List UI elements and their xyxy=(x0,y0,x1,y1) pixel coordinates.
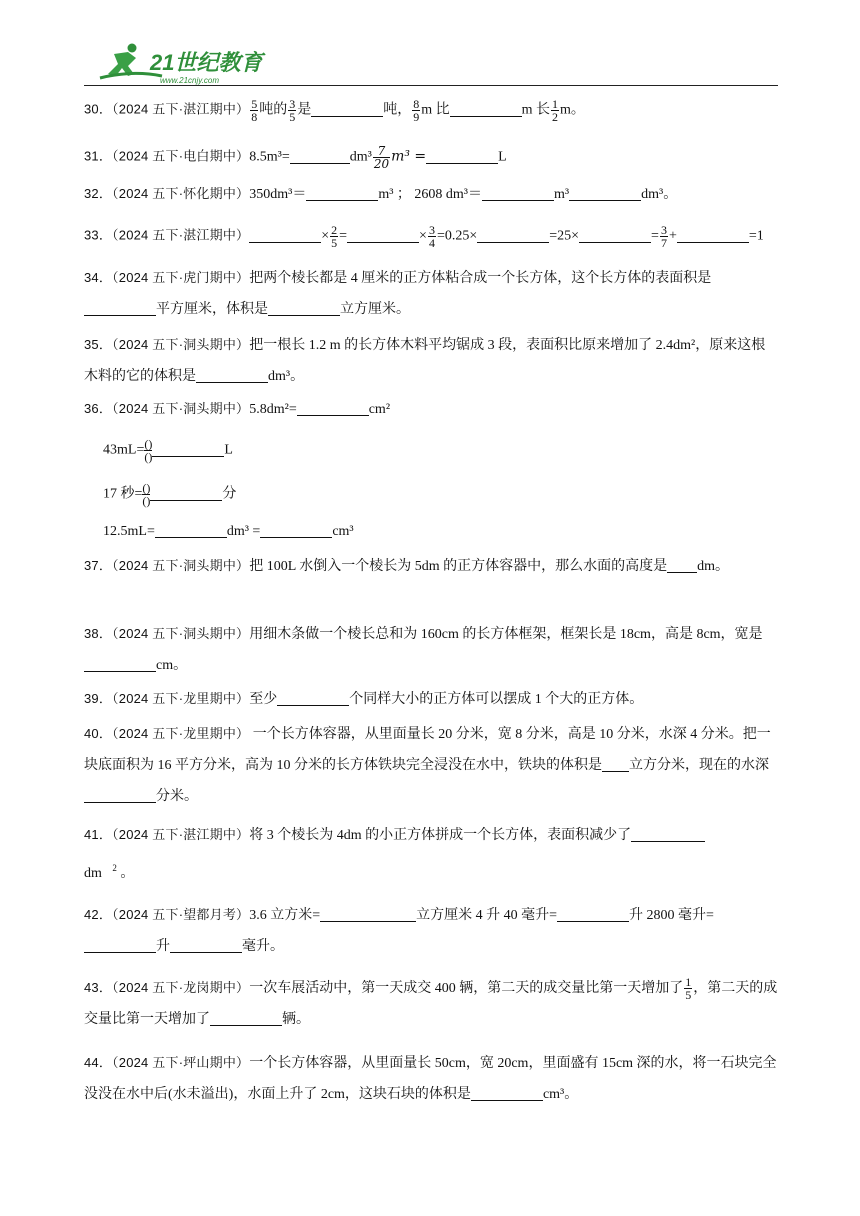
answer-blank[interactable] xyxy=(347,228,419,243)
question-33: 33．（2024 五下·湛江期中） × $\frac{2}{5}$ = × $\frac{3}{4}$ =0.25× =25× = $\frac{3}{7}$ + =1 xyxy=(84,223,764,250)
question-43: 43．（2024 五下·龙岗期中）一次车展活动中，第一天成交 400 辆，第二天的成交量比第一天增加了 $\frac{1}{5}$ ，第二天的成交量比第一天增加了 辆。 xyxy=(84,975,778,1027)
question-34: 34．（2024 五下·虎门期中）把两个棱长都是 4 厘米的正方体粘合成一个长方体，这个长方体的表面积是平方厘米，体积是 立方厘米。 xyxy=(84,270,712,317)
question-30: 30．（2024 五下·湛江期中） $\frac{5}{8}$ 吨的 $\frac{3}{5}$ 是 吨， $\frac{8}{9}$ m 比 m 长 $\frac{1}{2}$ m。 xyxy=(84,97,585,124)
answer-blank[interactable] xyxy=(477,228,549,243)
answer-blank[interactable] xyxy=(84,788,156,803)
logo-21cnjy xyxy=(92,40,267,85)
answer-blank[interactable] xyxy=(196,368,268,383)
answer-blank[interactable] xyxy=(170,938,242,953)
answer-blank[interactable] xyxy=(482,186,554,201)
svg-text:www.21cnjy.com: www.21cnjy.com xyxy=(160,76,219,85)
question-44: 44．（2024 五下·坪山期中）一个长方体容器，从里面量长 50cm，宽 20cm，里面盛有 15cm 深的水，将一石块完全没没在水中后(水未溢出)，水面上升了 2cm，这块石块的体积是 cm³。 xyxy=(84,1055,777,1102)
answer-blank[interactable] xyxy=(306,186,378,201)
answer-blank[interactable] xyxy=(152,442,224,457)
question-41: 41．（2024 五下·湛江期中）将 3 个棱长为 4dm 的小正方体拼成一个长方体，表面积减少了 xyxy=(84,825,778,846)
question-39: 39．（2024 五下·龙里期中）至少 个同样大小的正方体可以摆成 1 个大的正方体。 xyxy=(84,691,644,707)
question-42: 42．（2024 五下·望都月考）3.6 立方米= 立方厘米 4 升 40 毫升= 升 2800 毫升=升 毫升。 xyxy=(84,907,714,954)
answer-blank[interactable] xyxy=(667,558,697,573)
question-36-line-3: 17 秒=() () 分 xyxy=(103,481,237,508)
question-40: 40．（2024 五下·龙里期中） 一个长方体容器，从里面量长 20 分米，宽 8 分米，高是 10 分米，水深 4 分米。把一块底面积为 16 平方分米，高为 10 分米的长方体铁块完全浸没在水中，铁块的体积是 立方分米，现在的水深分米。 xyxy=(84,726,771,804)
answer-blank[interactable] xyxy=(557,907,629,922)
answer-blank[interactable] xyxy=(426,149,498,164)
answer-blank[interactable] xyxy=(84,938,156,953)
answer-blank[interactable] xyxy=(471,1086,543,1101)
answer-blank[interactable] xyxy=(631,827,705,842)
answer-blank[interactable] xyxy=(602,757,629,772)
answer-blank[interactable] xyxy=(677,228,749,243)
answer-blank[interactable] xyxy=(297,401,369,416)
answer-blank[interactable] xyxy=(210,1011,282,1026)
svg-text:21世纪教育: 21世纪教育 xyxy=(150,50,263,75)
answer-blank[interactable] xyxy=(84,657,156,672)
question-31: 31．（2024 五下·电白期中）8.5m³= dm³ $\frac{7}{20}$ m³ = L xyxy=(84,144,507,171)
answer-blank[interactable] xyxy=(311,102,383,117)
answer-blank[interactable] xyxy=(155,523,227,538)
answer-blank[interactable] xyxy=(579,228,651,243)
page-header xyxy=(84,40,778,88)
answer-blank[interactable] xyxy=(268,301,340,316)
question-36: 36．（2024 五下·洞头期中）5.8dm²= cm² xyxy=(84,401,391,417)
answer-blank[interactable] xyxy=(249,228,321,243)
answer-blank[interactable] xyxy=(150,486,222,501)
question-41-line-2: dm $^2$ 。 xyxy=(84,863,135,881)
answer-blank[interactable] xyxy=(84,301,156,316)
answer-blank[interactable] xyxy=(277,691,349,706)
question-37: 37．（2024 五下·洞头期中）把 100L 水倒入一个棱长为 5dm 的正方体容器中，那么水面的高度是 dm。 xyxy=(84,558,730,574)
answer-blank[interactable] xyxy=(450,102,522,117)
answer-blank[interactable] xyxy=(260,523,332,538)
question-38: 38．（2024 五下·洞头期中）用细木条做一个棱长总和为 160cm 的长方体框架，框架长是 18cm，高是 8cm，宽是cm。 xyxy=(84,626,763,673)
question-35: 35．（2024 五下·洞头期中）把一根长 1.2 m 的长方体木料平均锯成 3 段，表面积比原来增加了 2.4dm²，原来这根木料的它的体积是 dm³。 xyxy=(84,337,766,384)
question-36-line-2: 43mL=() () L xyxy=(103,437,233,464)
answer-blank[interactable] xyxy=(569,186,641,201)
answer-blank[interactable] xyxy=(290,149,350,164)
header-divider xyxy=(84,85,778,86)
answer-blank[interactable] xyxy=(320,907,416,922)
question-36-line-4: 12.5mL= dm³ = cm³ xyxy=(103,524,354,539)
question-32: 32．（2024 五下·怀化期中）350dm³＝ m³ ； 2608 dm³＝ m³ dm³。 xyxy=(84,186,678,202)
